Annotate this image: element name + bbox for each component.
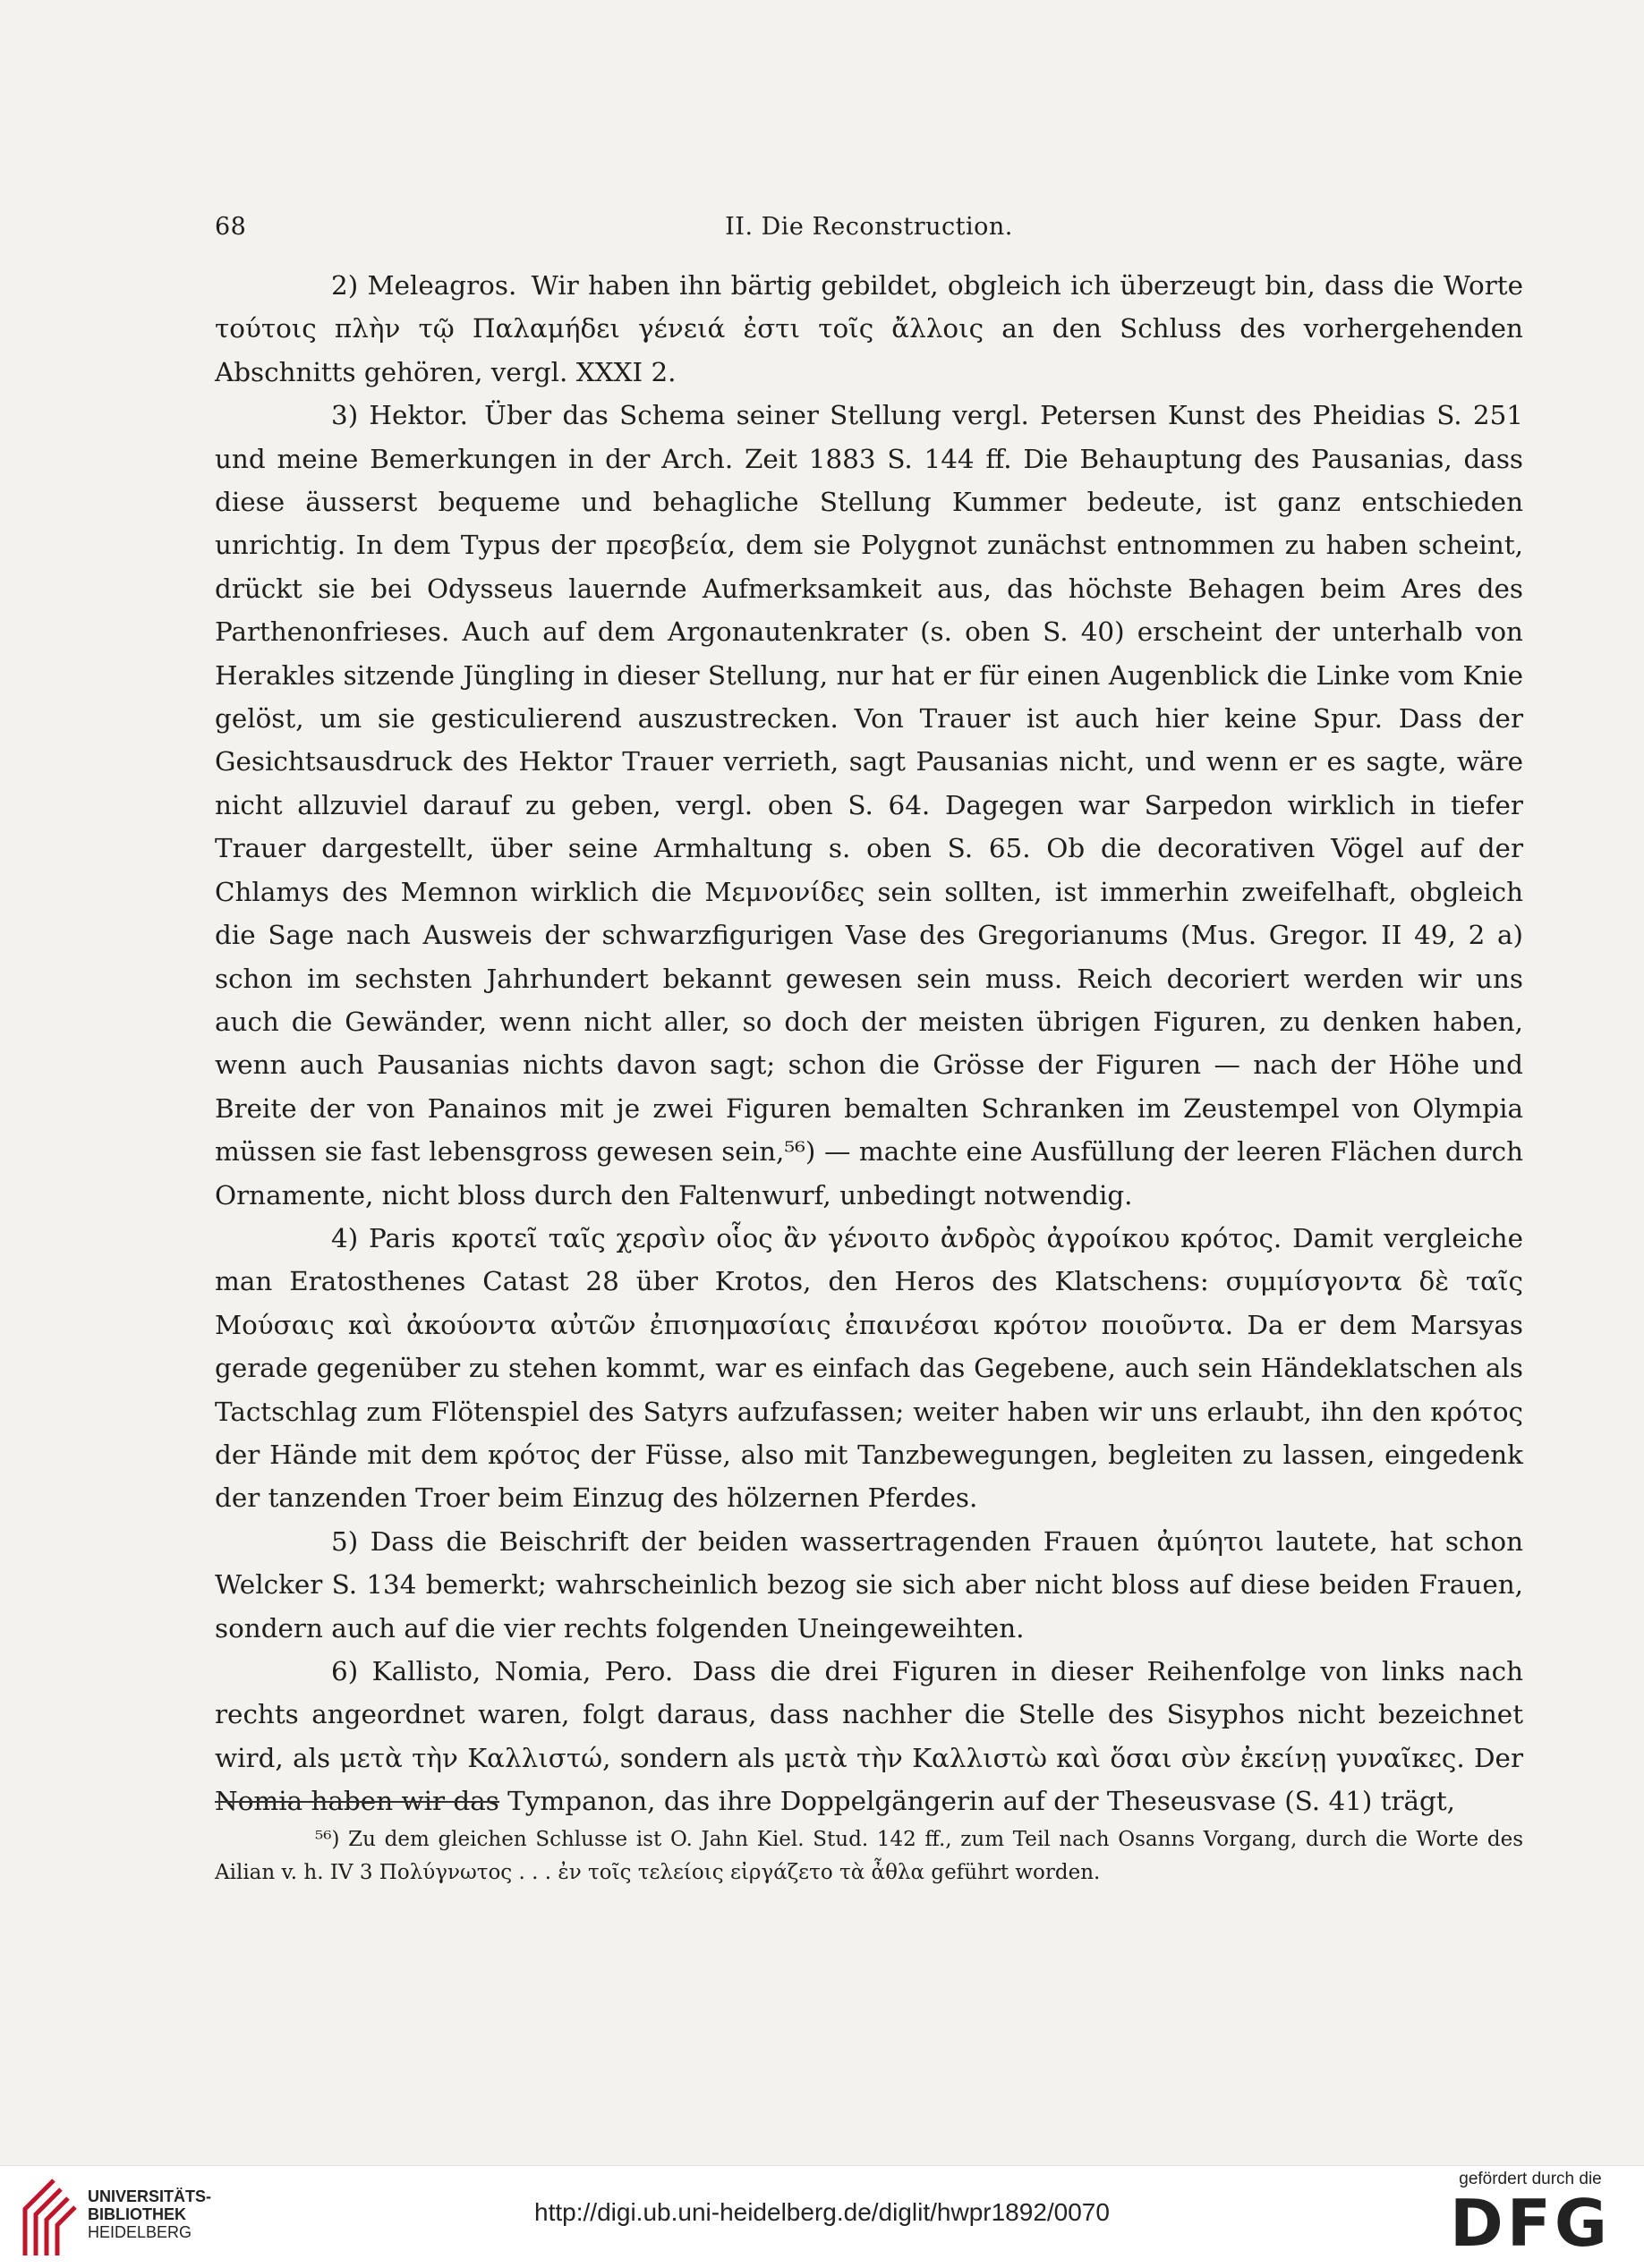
paragraph-hektor [215, 394, 1523, 1217]
paragraph-lead: 5) Dass die Beischrift der beiden wassertragenden Frauen [331, 1525, 1139, 1557]
paragraph-lead: 6) Kallisto, Nomia, Pero. [331, 1656, 674, 1686]
viewer-footer [0, 2165, 1644, 2268]
dfg-logo: DFG [1449, 2186, 1612, 2261]
library-name-line2: BIBLIOTHEK [88, 2205, 186, 2223]
permalink-url[interactable]: http://digi.ub.uni-heidelberg.de/diglit/hwpr1892/0070 [534, 2198, 1110, 2226]
paragraph-frauen [215, 1520, 1523, 1650]
paragraph-text: Wir haben ihn bärtig gebildet, obgleich ich überzeugt bin, dass die Worte τούτοις πλὴν τῷ Παλαμήδει γένειά ἐστι τοῖς ἄλλοις an den Schluss des vorhergehenden Abschnitts gehören, vergl. XXXI 2. [215, 270, 1524, 387]
body-text [215, 264, 1523, 1823]
funder-text: gefördert durch die [1459, 2170, 1602, 2188]
paragraph-text: Dass die drei Figuren in dieser Reihenfolge von links nach rechts angeordnet waren, folgt daraus, dass nachher die Stelle des Sisyphos nicht bezeichnet wird, als μετὰ τὴν Καλλιστώ, sondern als μετὰ τὴν Καλλιστὼ καὶ ὅσαι σὺν ἐκείνῃ γυναῖκες. Der Nomia haben wir das Tympanon, das ihre Doppelgängerin auf der Theseusvase (S. 41) trägt, [215, 1656, 1523, 1817]
footnote-divider [215, 1801, 499, 1803]
running-head [215, 213, 1523, 249]
paragraph-text: κροτεῖ ταῖς χερσὶν οἷος ἂν γένοιτο ἀνδρὸς ἀγροίκου κρότος. Damit vergleiche man Eratosthenes Catast 28 über Krotos, den Heros des Klatschens: συμμίσγοντα δὲ ταῖς Μούσαις καὶ ἀκούοντα αὐτῶν ἐπισημασίαις ἐπαινέσαι κρότον ποιοῦντα. Da er dem Marsyas gerade gegenüber zu stehen kommt, war es einfach das Gegebene, auch sein Händeklatschen als Tactschlag zum Flötenspiel des Satyrs aufzufassen; weiter haben wir uns erlaubt, ihn den κρότος der Hände mit dem κρότος der Füsse, also mit Tanzbewegungen, begleiten zu lassen, eingedenk der tanzenden Troer beim Einzug des hölzernen Pferdes. [215, 1222, 1523, 1514]
library-name-line1: UNIVERSITÄTS- [88, 2187, 212, 2205]
paragraph-lead: 3) Hektor. [331, 400, 468, 431]
funder-block[interactable] [1436, 2170, 1624, 2261]
library-name-line3: HEIDELBERG [88, 2223, 192, 2241]
paragraph-lead: 2) Meleagros. [331, 270, 517, 301]
paragraph-meleagros [215, 264, 1523, 394]
chapter-title: II. Die Reconstruction. [725, 213, 1013, 241]
footnote: ⁵⁶) Zu dem gleichen Schlusse ist O. Jahn Kiel. Stud. 142 ff., zum Teil nach Osanns Vorgang, durch die Worte des Ailian v. h. IV 3 Πολύγνωτος . . . ἐν τοῖς τελείοις εἰργάζετο τὰ ἆθλα geführt worden. [215, 1828, 1523, 1884]
paragraph-text: ἀμύητοι lautete, hat schon Welcker S. 134 bemerkt; wahrscheinlich bezog sie sich aber nicht bloss auf diese beiden Frauen, sondern auch auf die vier rechts folgenden Uneingeweihten. [215, 1525, 1523, 1644]
paragraph-paris [215, 1217, 1523, 1520]
paragraph-lead: 4) Paris [331, 1222, 436, 1253]
page-number: 68 [215, 213, 247, 241]
paragraph-kallisto [215, 1650, 1523, 1823]
paragraph-text: Über das Schema seiner Stellung vergl. Petersen Kunst des Pheidias S. 251 und meine Bemerkungen in der Arch. Zeit 1883 S. 144 ff. Die Behauptung des Pausanias, dass diese äusserst bequeme und behagliche Stellung Kummer bedeute, ist ganz entschieden unrichtig. In dem Typus der πρεσβεία, dem sie Polygnot zunächst entnommen zu haben scheint, drückt sie bei Odysseus lauernde Aufmerksamkeit aus, das höchste Behagen beim Ares des Parthenonfrieses. Auch auf dem Argonautenkrater (s. oben S. 40) erscheint der unterhalb von Herakles sitzende Jüngling in dieser Stellung, nur hat er für einen Augenblick die Linke vom Knie gelöst, um sie gesticulierend auszustrecken. Von Trauer ist auch hier keine Spur. Dass der Gesichtsausdruck des Hektor Trauer verrieth, sagt Pausanias nicht, und wenn er es sagte, wäre nicht allzuviel darauf zu geben, vergl. oben S. 64. Dagegen war Sarpedon wirklich in tiefer Trauer dargestellt, über seine Armhaltung s. oben S. 65. Ob die decorativen Vögel auf der Chlamys des Memnon wirklich die Μεμνονίδες sein sollten, ist immerhin zweifelhaft, obgleich die Sage nach Ausweis der schwarzfigurigen Vase des Gregorianums (Mus. Gregor. II 49, 2 a) schon im sechsten Jahrhundert bekannt gewesen sein muss. Reich decoriert werden wir uns auch die Gewänder, wenn nicht aller, so doch der meisten übrigen Figuren, zu denken haben, wenn auch Pausanias nichts davon sagt; schon die Grösse der Figuren — nach der Höhe und Breite der von Panainos mit je zwei Figuren bemalten Schranken im Zeustempel von Olympia müssen sie fast lebensgross gewesen sein,⁵⁶) — machte eine Ausfüllung der leeren Flächen durch Ornamente, nicht bloss durch den Faltenwurf, unbedingt notwendig. [215, 400, 1523, 1210]
